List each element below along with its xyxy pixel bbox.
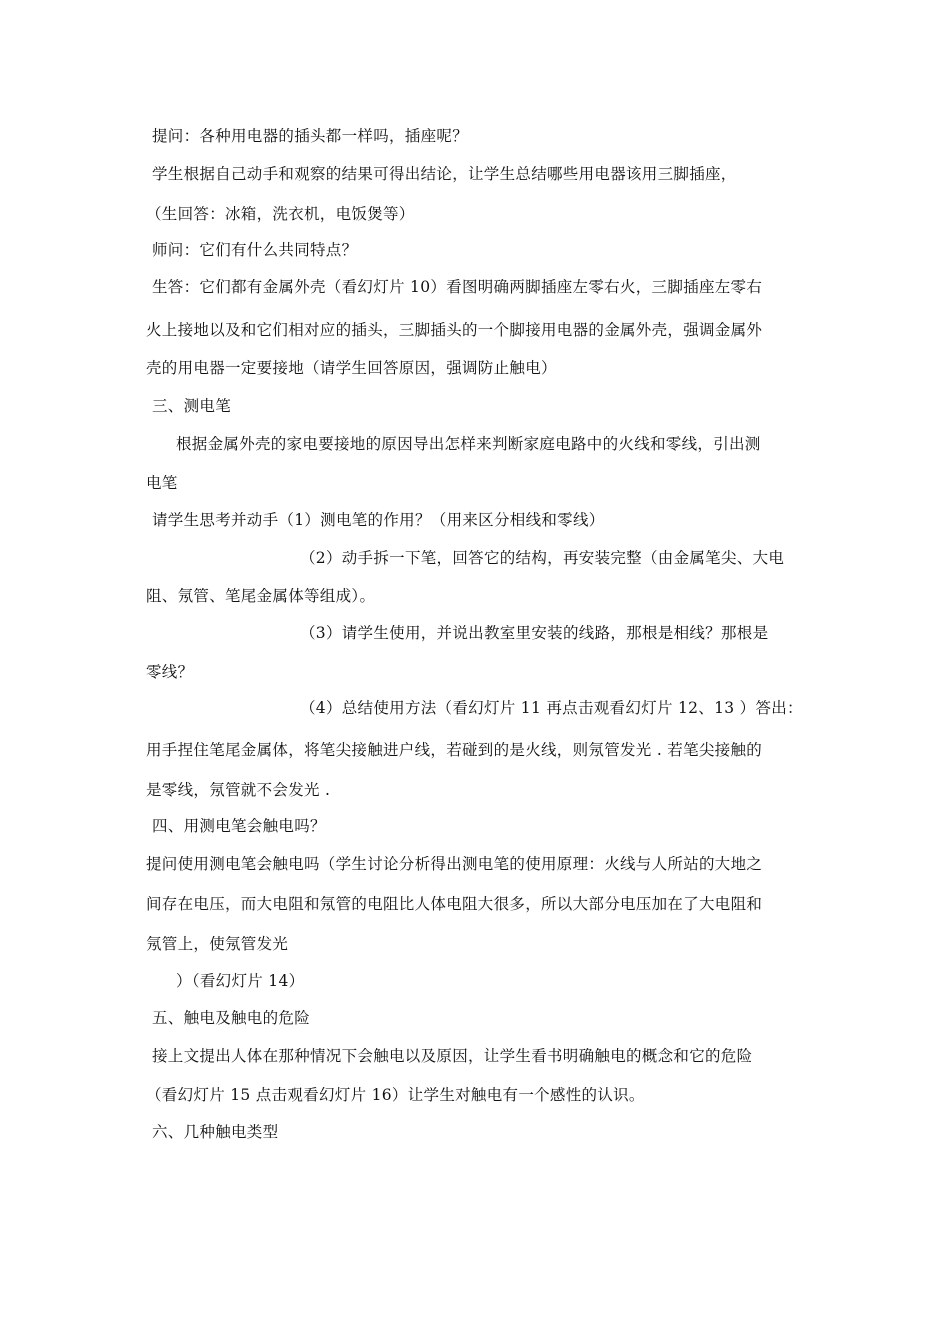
text-line: 提问使用测电笔会触电吗（学生讨论分析得出测电笔的使用原理：火线与人所站的大地之 [146, 855, 763, 873]
text-line: 零线？ [146, 663, 194, 681]
section-heading: 四、用测电笔会触电吗？ [152, 817, 326, 835]
section-heading: 五、触电及触电的危险 [152, 1009, 311, 1027]
text-line: 师问：它们有什么共同特点？ [152, 241, 358, 259]
text-line: （3）请学生使用，并说出教室里安装的线路，那根是相线？那根是 [300, 624, 769, 642]
text-line: 壳的用电器一定要接地（请学生回答原因，强调防止触电） [146, 359, 557, 377]
text-line: 生答：它们都有金属外壳（看幻灯片 10）看图明确两脚插座左零右火，三脚插座左零右 [152, 278, 763, 296]
text-line: 根据金属外壳的家电要接地的原因导出怎样来判断家庭电路中的火线和零线，引出测 [176, 435, 761, 453]
section-heading: 三、测电笔 [152, 397, 232, 415]
text-line: （4）总结使用方法（看幻灯片 11 再点击观看幻灯片 12、13 ）答出： [300, 699, 803, 717]
text-line: 用手捏住笔尾金属体，将笔尖接触进户线，若碰到的是火线，则氖管发光 . 若笔尖接触的 [146, 741, 763, 759]
text-line: 请学生思考并动手（1）测电笔的作用？（用来区分相线和零线） [152, 511, 605, 529]
section-heading: 六、几种触电类型 [152, 1123, 279, 1141]
text-line: （2）动手拆一下笔，回答它的结构，再安装完整（由金属笔尖、大电 [300, 549, 785, 567]
text-line: （看幻灯片 15 点击观看幻灯片 16）让学生对触电有一个感性的认识。 [146, 1086, 645, 1104]
text-line: （生回答：冰箱，洗衣机，电饭煲等） [146, 205, 415, 223]
text-line: 氖管上，使氖管发光 [146, 935, 289, 953]
text-line: 阻、氖管、笔尾金属体等组成）。 [146, 587, 376, 605]
text-line: 电笔 [146, 474, 178, 492]
text-line: ）（看幻灯片 14） [176, 972, 305, 990]
text-line: 火上接地以及和它们相对应的插头，三脚插头的一个脚接用电器的金属外壳，强调金属外 [146, 321, 763, 339]
text-line: 提问：各种用电器的插头都一样吗，插座呢？ [152, 127, 469, 145]
text-line: 是零线，氖管就不会发光 . [146, 781, 331, 799]
text-line: 间存在电压，而大电阻和氖管的电阻比人体电阻大很多，所以大部分电压加在了大电阻和 [146, 895, 763, 913]
text-line: 学生根据自己动手和观察的结果可得出结论，让学生总结哪些用电器该用三脚插座， [152, 165, 737, 183]
text-line: 接上文提出人体在那种情况下会触电以及原因，让学生看书明确触电的概念和它的危险 [152, 1047, 753, 1065]
